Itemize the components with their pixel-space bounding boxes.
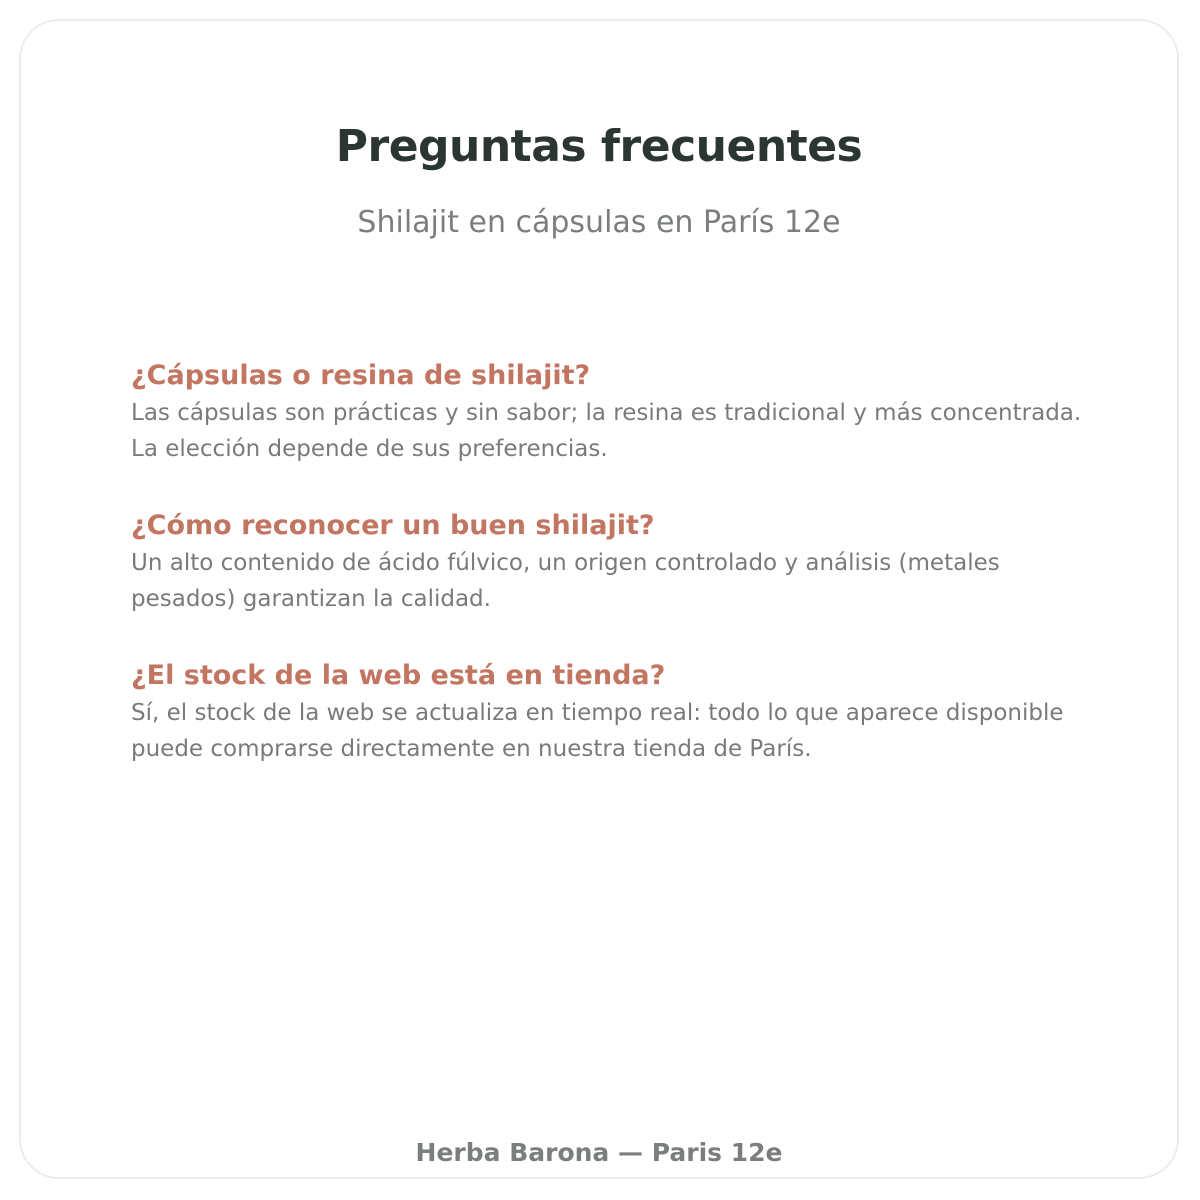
faq-item	[131, 657, 1091, 767]
faq-question: ¿El stock de la web está en tienda?	[131, 660, 666, 691]
faq-item	[131, 357, 1091, 467]
faq-answer: Las cápsulas son prácticas y sin sabor; la resina es tradicional y más concentrada. La elección depende de sus preferencias.	[131, 400, 1082, 462]
page-title: Preguntas frecuentes	[335, 121, 863, 172]
page-subtitle: Shilajit en cápsulas en París 12e	[357, 205, 841, 240]
faq-item	[131, 507, 1091, 617]
footer-brand: Herba Barona — Paris 12e	[415, 1138, 783, 1167]
faq-card	[19, 19, 1179, 1179]
faq-answer: Un alto contenido de ácido fúlvico, un origen controlado y análisis (metales pesados) garantizan la calidad.	[131, 550, 1000, 612]
faq-answer: Sí, el stock de la web se actualiza en tiempo real: todo lo que aparece disponible puede comprarse directamente en nuestra tienda de París.	[131, 700, 1064, 762]
faq-question: ¿Cápsulas o resina de shilajit?	[131, 360, 591, 391]
faq-question: ¿Cómo reconocer un buen shilajit?	[131, 510, 655, 541]
faq-list	[131, 357, 1091, 807]
